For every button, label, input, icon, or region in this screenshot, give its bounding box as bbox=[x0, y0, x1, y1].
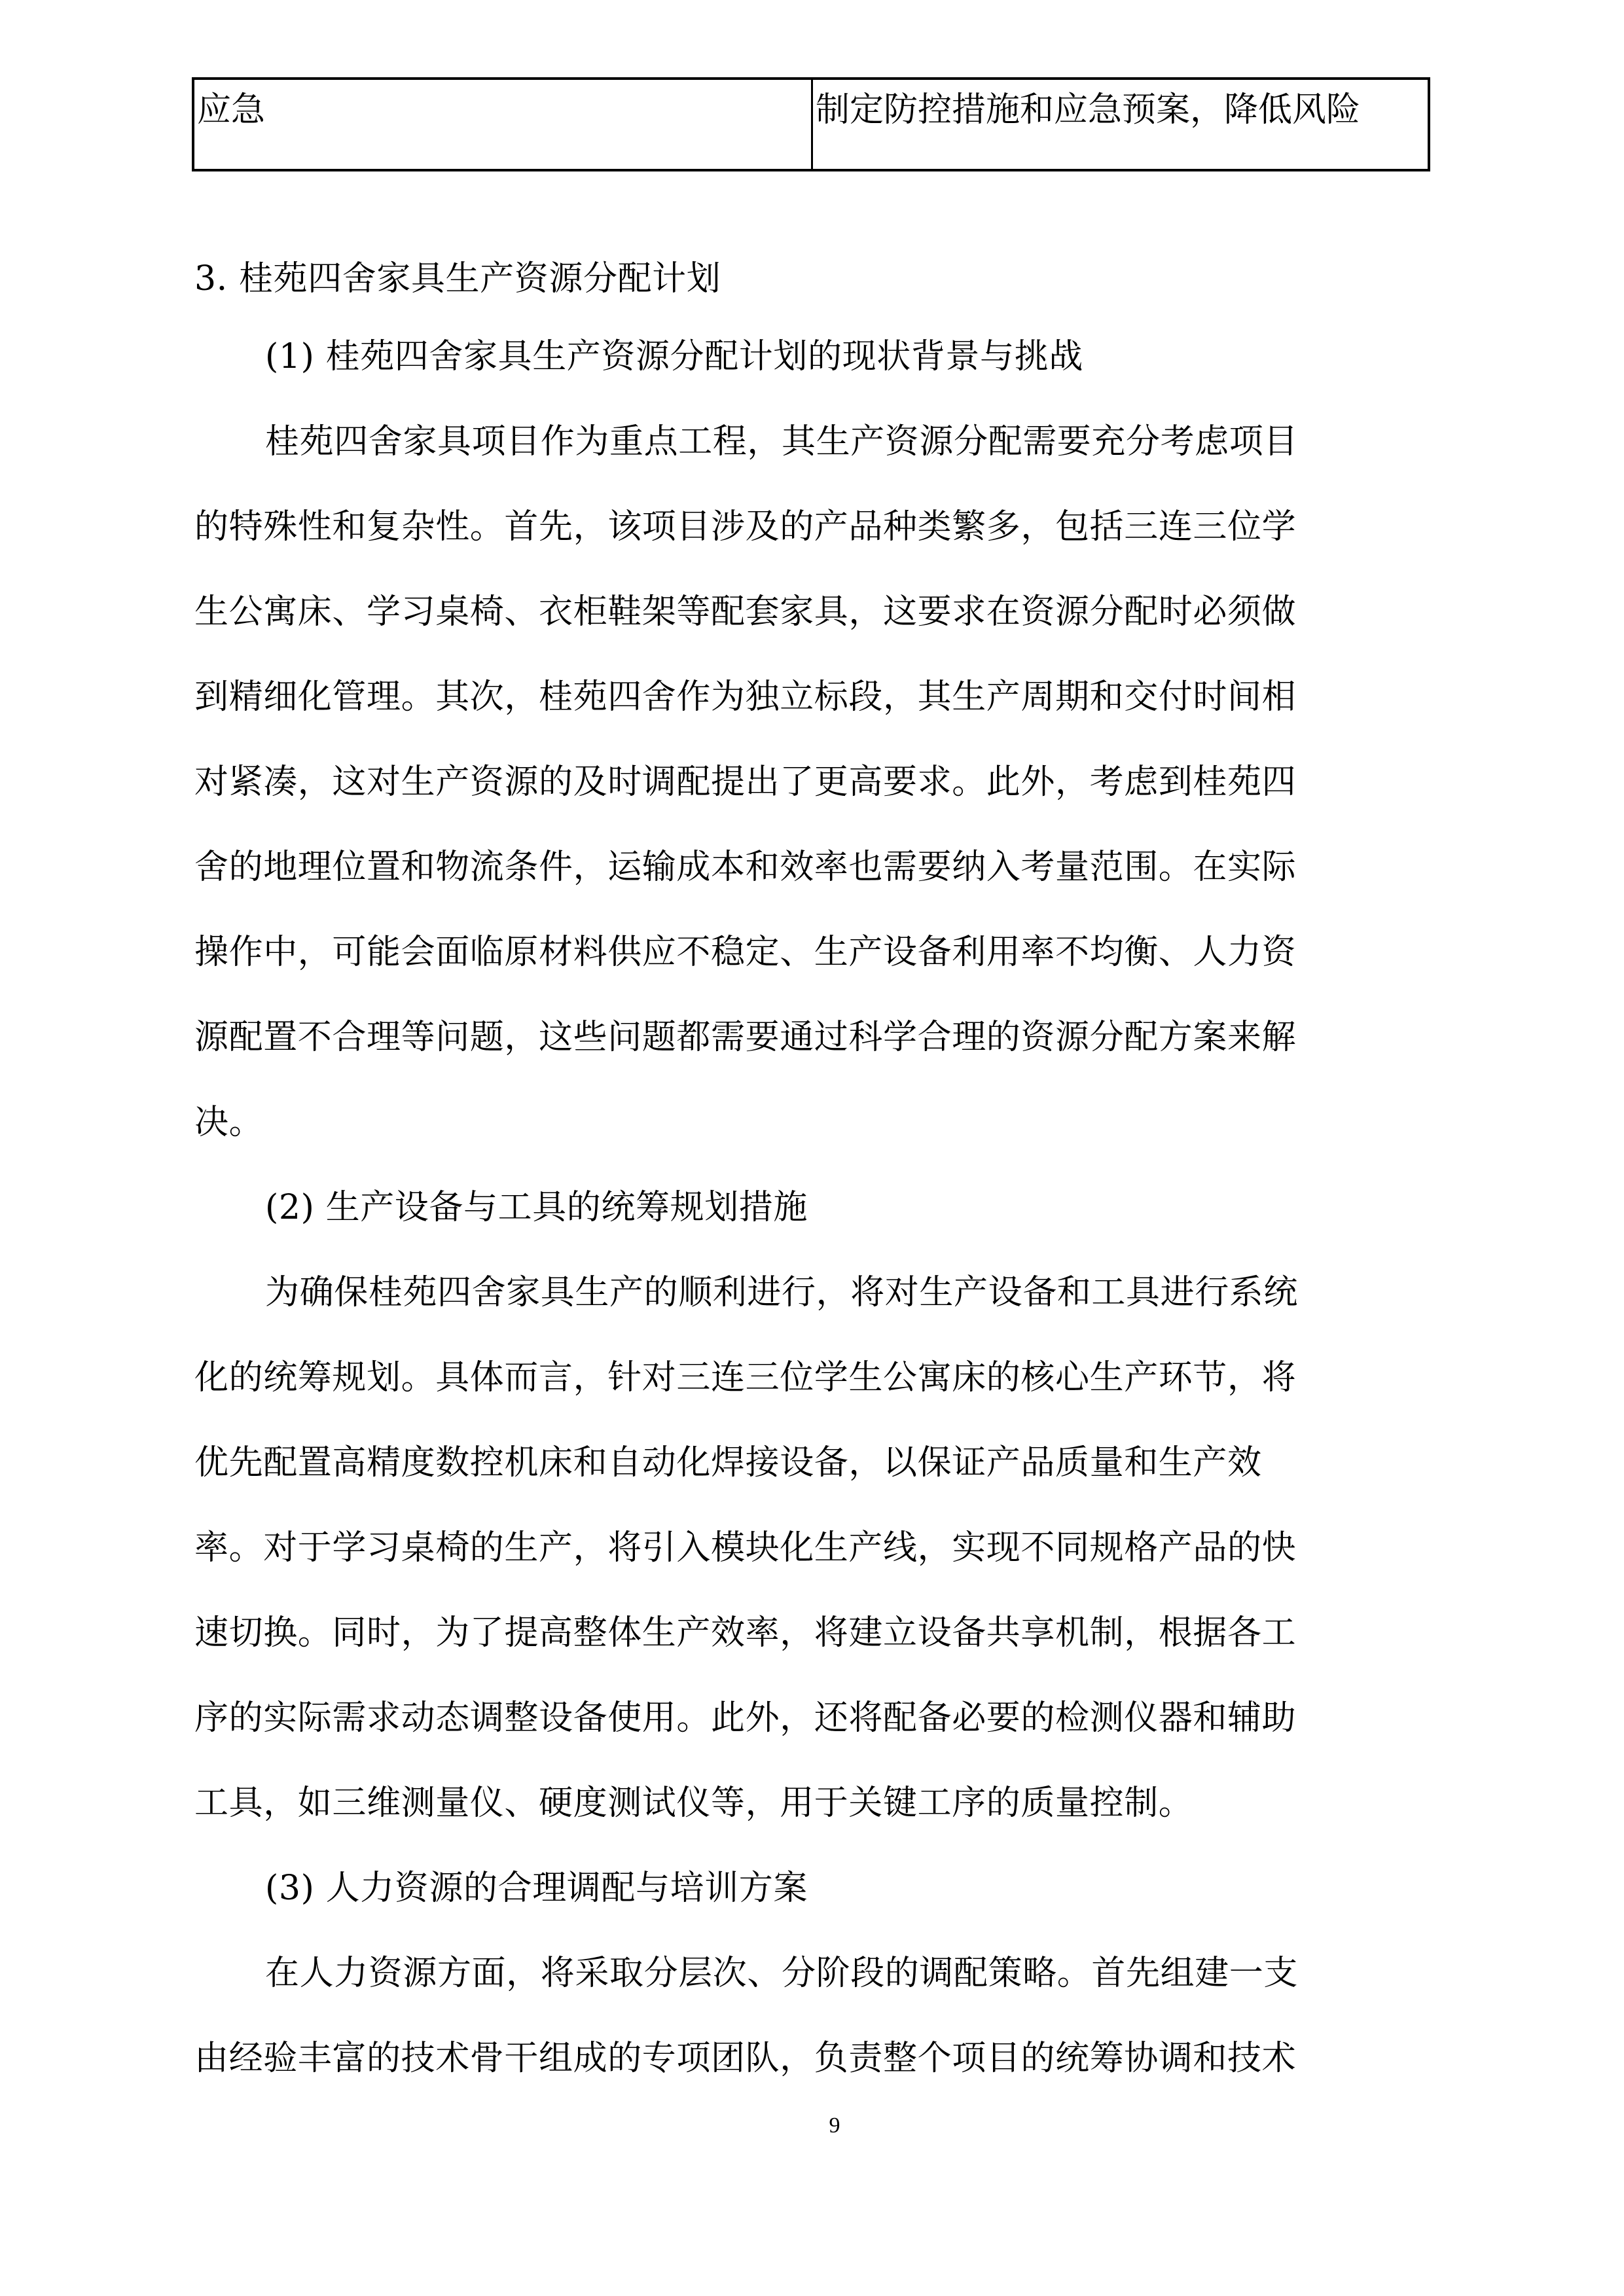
paragraph-line: 到精细化管理。其次，桂苑四舍作为独立标段，其生产周期和交付时间相 bbox=[194, 677, 1297, 717]
paragraph-line: 源配置不合理等问题，这些问题都需要通过科学合理的资源分配方案来解 bbox=[194, 1018, 1297, 1057]
subsection-title-1: (1) 桂苑四舍家具生产资源分配计划的现状背景与挑战 bbox=[265, 337, 1083, 376]
paragraph-line: 的特殊性和复杂性。首先，该项目涉及的产品种类繁多，包括三连三位学 bbox=[194, 507, 1297, 547]
paragraph-line: 生公寓床、学习桌椅、衣柜鞋架等配套家具，这要求在资源分配时必须做 bbox=[194, 592, 1297, 632]
measures-table bbox=[192, 77, 1430, 171]
paragraph-line: 在人力资源方面，将采取分层次、分阶段的调配策略。首先组建一支 bbox=[265, 1954, 1299, 1993]
table-cell-category: 应急 bbox=[194, 80, 813, 169]
paragraph-line: 工具，如三维测量仪、硬度测试仪等，用于关键工序的质量控制。 bbox=[194, 1784, 1193, 1823]
paragraph-line: 优先配置高精度数控机床和自动化焊接设备，以保证产品质量和生产效 bbox=[194, 1443, 1262, 1482]
paragraph-line: 对紧凑，这对生产资源的及时调配提出了更高要求。此外，考虑到桂苑四 bbox=[194, 762, 1297, 802]
page-number: 9 bbox=[829, 2113, 840, 2138]
paragraph-line: 序的实际需求动态调整设备使用。此外，还将配备必要的检测仪器和辅助 bbox=[194, 1698, 1297, 1738]
paragraph-line: 速切换。同时，为了提高整体生产效率，将建立设备共享机制，根据各工 bbox=[194, 1613, 1297, 1653]
section-heading: 3. 桂苑四舍家具生产资源分配计划 bbox=[194, 259, 721, 298]
paragraph-line: 操作中，可能会面临原材料供应不稳定、生产设备利用率不均衡、人力资 bbox=[194, 933, 1297, 972]
paragraph-line: 桂苑四舍家具项目作为重点工程，其生产资源分配需要充分考虑项目 bbox=[265, 422, 1299, 461]
paragraph-line: 为确保桂苑四舍家具生产的顺利进行，将对生产设备和工具进行系统 bbox=[265, 1273, 1299, 1312]
paragraph-line: 化的统筹规划。具体而言，针对三连三位学生公寓床的核心生产环节，将 bbox=[194, 1358, 1297, 1397]
paragraph-line: 由经验丰富的技术骨干组成的专项团队，负责整个项目的统筹协调和技术 bbox=[194, 2039, 1297, 2078]
table-cell-measure: 制定防控措施和应急预案，降低风险 bbox=[816, 90, 1361, 130]
paragraph-line: 率。对于学习桌椅的生产，将引入模块化生产线，实现不同规格产品的快 bbox=[194, 1528, 1297, 1568]
paragraph-line: 舍的地理位置和物流条件，运输成本和效率也需要纳入考量范围。在实际 bbox=[194, 848, 1297, 887]
subsection-title-2: (2) 生产设备与工具的统筹规划措施 bbox=[265, 1188, 808, 1227]
paragraph-line: 决。 bbox=[194, 1103, 264, 1142]
subsection-title-3: (3) 人力资源的合理调配与培训方案 bbox=[265, 1869, 808, 1908]
